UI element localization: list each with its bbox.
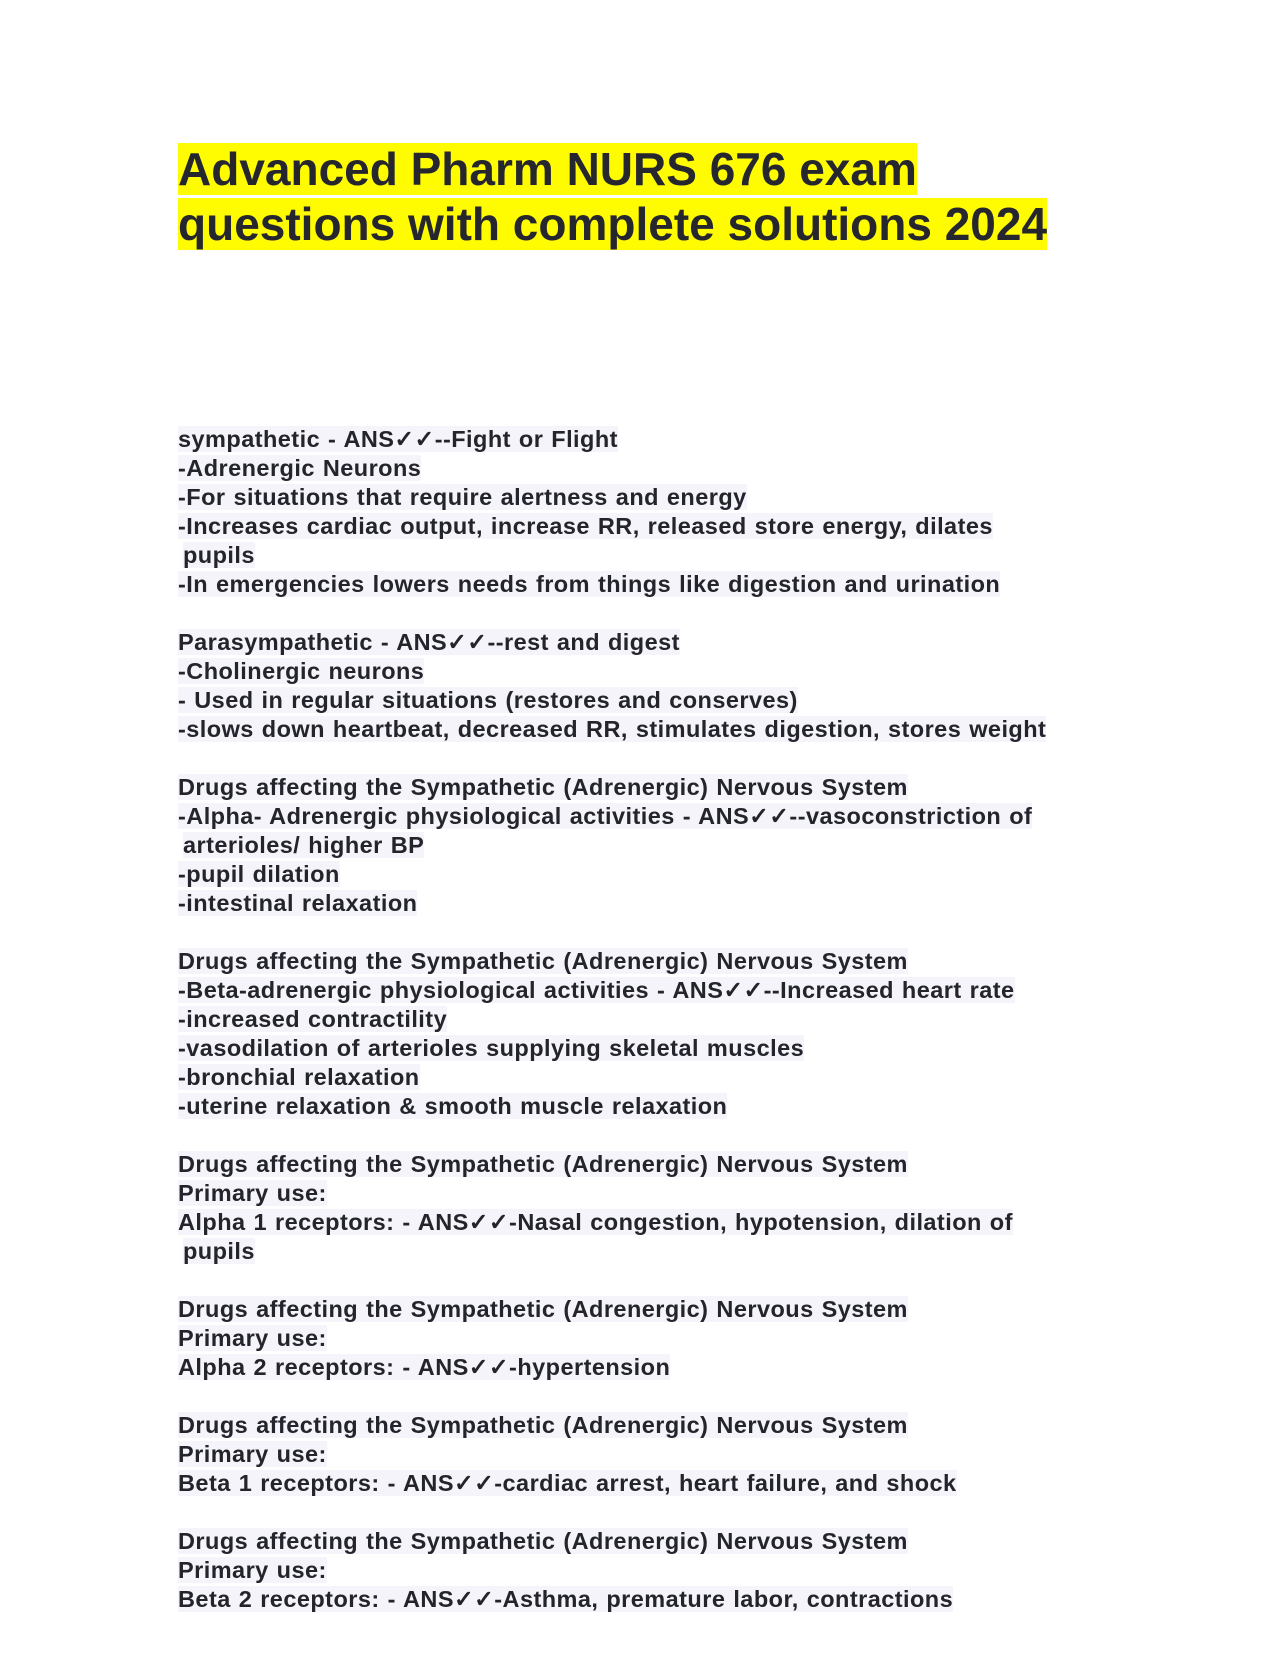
entry-line: Drugs affecting the Sympathetic (Adrenergic) Nervous System (178, 948, 908, 974)
entry-line: -uterine relaxation & smooth muscle relaxation (178, 1093, 728, 1119)
entry-line: - Used in regular situations (restores and conserves) (178, 687, 798, 713)
document-title (178, 142, 1108, 252)
qa-entry (178, 1150, 1098, 1266)
entry-line: Drugs affecting the Sympathetic (Adrenergic) Nervous System (178, 1528, 908, 1554)
entry-line: -Alpha- Adrenergic physiological activities - ANS✓✓--vasoconstriction of (178, 803, 1033, 829)
entry-line: Drugs affecting the Sympathetic (Adrenergic) Nervous System (178, 1296, 908, 1322)
entry-line: -vasodilation of arterioles supplying skeletal muscles (178, 1035, 805, 1061)
entry-line: -increased contractility (178, 1006, 448, 1032)
qa-entry (178, 1295, 1098, 1382)
entry-line: pupils (183, 542, 255, 568)
entry-line: Drugs affecting the Sympathetic (Adrenergic) Nervous System (178, 1412, 908, 1438)
entry-line: Primary use: (178, 1325, 327, 1351)
entry-line: -slows down heartbeat, decreased RR, stimulates digestion, stores weight (178, 716, 1047, 742)
entry-line: Primary use: (178, 1441, 327, 1467)
entry-line: -Beta-adrenergic physiological activities - ANS✓✓--Increased heart rate (178, 977, 1015, 1003)
entry-line: Drugs affecting the Sympathetic (Adrenergic) Nervous System (178, 774, 908, 800)
entry-line: Primary use: (178, 1180, 327, 1206)
title-line-2: questions with complete solutions 2024 (178, 198, 1048, 250)
qa-list (178, 425, 1098, 1643)
qa-entry (178, 1527, 1098, 1614)
entry-line: Alpha 1 receptors: - ANS✓✓-Nasal congestion, hypotension, dilation of (178, 1209, 1013, 1235)
entry-line: Parasympathetic - ANS✓✓--rest and digest (178, 629, 680, 655)
entry-line: -Increases cardiac output, increase RR, released store energy, dilates (178, 513, 993, 539)
entry-line: -pupil dilation (178, 861, 340, 887)
entry-line: arterioles/ higher BP (183, 832, 425, 858)
entry-line: Beta 1 receptors: - ANS✓✓-cardiac arrest, heart failure, and shock (178, 1470, 957, 1496)
entry-line: -Adrenergic Neurons (178, 455, 422, 481)
entry-line: Primary use: (178, 1557, 327, 1583)
title-line-1: Advanced Pharm NURS 676 exam (178, 143, 917, 195)
entry-line: sympathetic - ANS✓✓--Fight or Flight (178, 426, 618, 452)
entry-line: Alpha 2 receptors: - ANS✓✓-hypertension (178, 1354, 671, 1380)
entry-line: -In emergencies lowers needs from things like digestion and urination (178, 571, 1001, 597)
qa-entry (178, 1411, 1098, 1498)
entry-line: -intestinal relaxation (178, 890, 418, 916)
qa-entry (178, 425, 1098, 599)
entry-line: pupils (183, 1238, 255, 1264)
page-header-mark (620, 0, 660, 4)
qa-entry (178, 773, 1098, 918)
entry-line: Beta 2 receptors: - ANS✓✓-Asthma, premature labor, contractions (178, 1586, 954, 1612)
entry-line: Drugs affecting the Sympathetic (Adrenergic) Nervous System (178, 1151, 908, 1177)
entry-line: -Cholinergic neurons (178, 658, 425, 684)
entry-line: -bronchial relaxation (178, 1064, 420, 1090)
qa-entry (178, 628, 1098, 744)
entry-line: -For situations that require alertness and energy (178, 484, 747, 510)
qa-entry (178, 947, 1098, 1121)
